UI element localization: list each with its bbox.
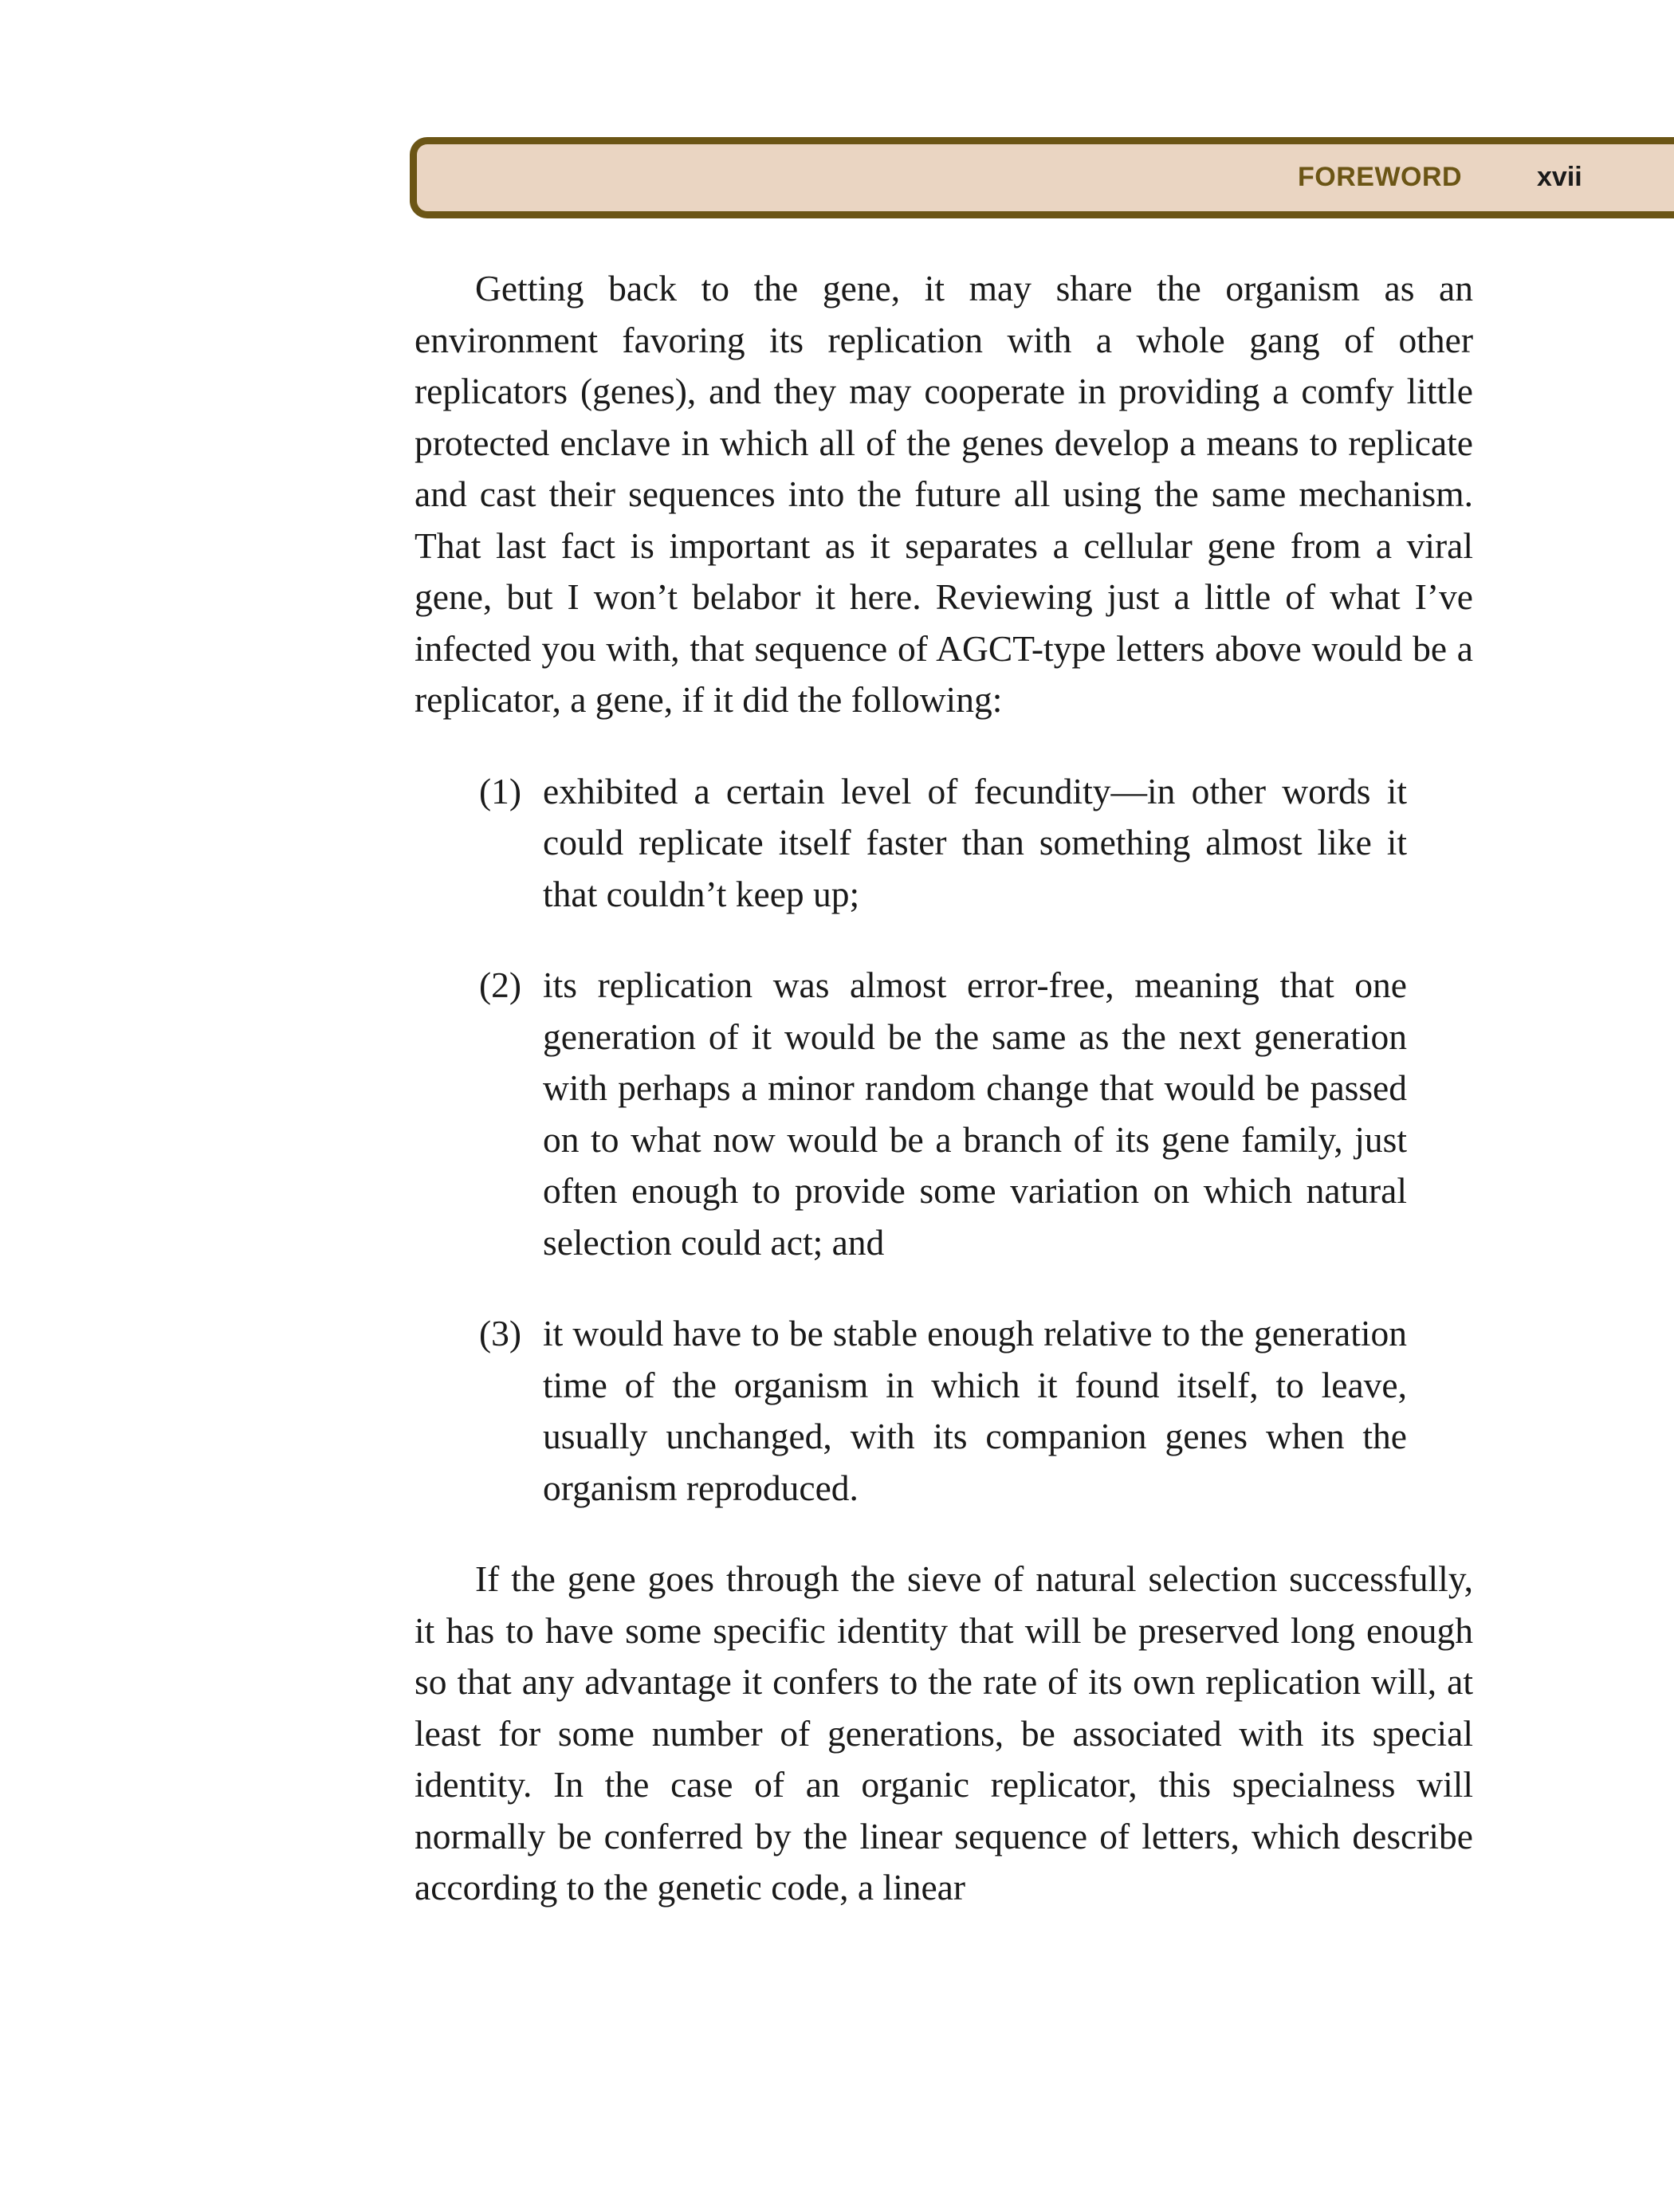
list-item — [479, 1308, 1407, 1514]
list-item — [479, 960, 1407, 1268]
body-paragraph: If the gene goes through the sieve of natural selection successfully, it has to have some specific identity that will be preserved long enough so that any advantage it confers to the rate of its own replication will, at least for some number of generations, be associated with its special identity. In the case of an organic replicator, this specialness will normally be conferred by the linear sequence of letters, which describe according to the genetic code, a linear — [415, 1558, 1473, 1908]
list-item-text: its replication was almost error-free, meaning that one generation of it would be the same as the next generation with perhaps a minor random change that would be passed on to what now would be a branch of its gene family, just often enough to provide some variation on which natural selection could act; and — [543, 965, 1407, 1263]
list-item-text: it would have to be stable enough relative to the generation time of the organism in which it found itself, to leave, usually unchanged, with its companion genes when the organism reproduced. — [543, 1313, 1407, 1508]
numbered-list — [479, 766, 1407, 1515]
running-header-bar — [410, 137, 1674, 218]
list-item-number: (2) — [479, 965, 522, 1005]
list-item-text: exhibited a certain level of fecundity—in other words it could replicate itself faster than something almost like it that couldn’t keep up; — [543, 770, 1407, 914]
body-paragraph: Getting back to the gene, it may share the organism as an environment favoring its replication with a whole gang of other replicators (genes), and they may cooperate in providing a comfy little protected enclave in which all of the genes develop a means to replicate and cast their sequences into the future all using the same mechanism. That last fact is important as it separates a cellular gene from a viral gene, but I won’t belabor it here. Reviewing just a little of what I’ve infected you with, that sequence of AGCT-type letters above would be a replicator, a gene, if it did the following: — [415, 268, 1473, 720]
page-body — [415, 263, 1473, 1914]
list-item — [479, 766, 1407, 921]
page-number: xvii — [1537, 162, 1582, 192]
list-item-number: (3) — [479, 1313, 522, 1354]
list-item-number: (1) — [479, 770, 522, 811]
running-head-section: FOREWORD — [1298, 162, 1463, 192]
